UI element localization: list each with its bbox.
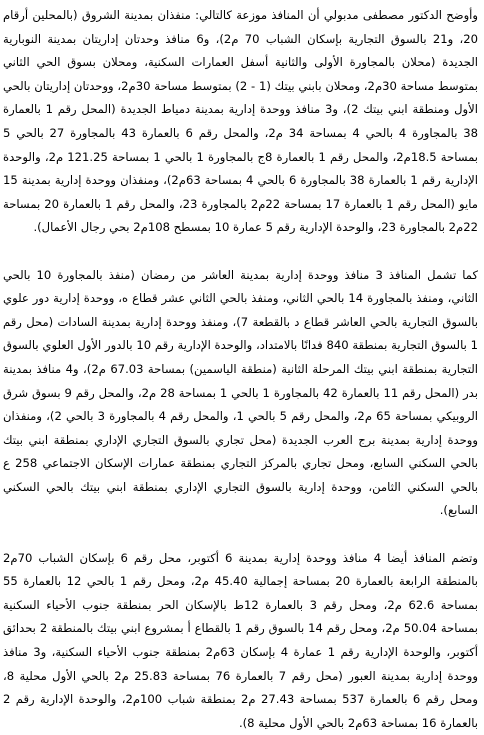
paragraph-gap (3, 240, 478, 264)
paragraph-gap (3, 523, 478, 547)
paragraph-outlets-second: كما تشمل المنافذ 3 منافذ ووحدة إدارية بمدينة العاشر من رمضان (منفذ بالمجاورة 10 بالحي الثاني، ومنفذ بالمجاورة 14 بالحي الثاني، ومنفذ بالحي الثاني عشر قطاع ه، ووحدة إدارية دور علوي بالسوق التجارية بالحي العاشر قطاع د بالقطعة 7)، ومنفذ ووحدة إدارية بمدينة السادات (محل رقم 1 بالسوق التجارية بمنطقة 840 فدانًا بالامتداد، والوحدة الإدارية رقم 10 بالدور الأول العلوي بالسوق التجارية بمنطقة ابني بيتك المرحلة الثانية (منطقة الياسمين) بمساحة 67.03 م2)، و4 منافذ بمدينة بدر (المحل رقم 11 بالعمارة 42 بالمجاورة 1 بالحي 1 بمساحة 28 م2، والمحل رقم 9 بسوق شرق الروبيكي بمساحة 65 م2، والمحل رقم 5 بالحي 1، والمحل رقم 4 بالمجاورة 3 بالحي 2)، ومنفذان ووحدة إدارية بمدينة برج العرب الجديدة (محل تجاري بالسوق التجاري الإداري بمنطقة ابني بيتك بالحي السكني السابع، ومحل تجاري بالمركز التجاري بمنطقة عمارات الإسكان الاجتماعي 258 ع بالحي السكني الثامن، ووحدة إدارية بالسوق التجاري الإداري بمنطقة ابني بيتك بالحي السكني السابع). (3, 267, 479, 518)
paragraph-outlets-first: وأوضح الدكتور مصطفى مدبولي أن المنافذ موزعة كالتالي: منفذان بمدينة الشروق (بالمحلين أرقام 20، و21 بالسوق التجارية بإسكان الشباب 70 م2)، و6 منافذ وحدتان إداريتان بمدينة النوبارية الجديدة (محلان بالمجاورة الأولى والثانية أسفل العمارات السكنية، ومحلان بسوق الحي الثاني بمتوسط مساحة 30م2، ومحلان بابني بيتك (1 - 2) بمتوسط مساحة 30م2، ووحدتان إداريتان بالحي الأول ومنطقة ابني بيتك 2)، و3 منافذ ووحدة إدارية بمدينة دمياط الجديدة (المحل رقم 1 بالعمارة 38 بالمجاورة 4 بالحي 4 بمساحة 34 م2، والمحل رقم 6 بالعمارة 43 بالمجاورة 27 بالحي 5 بمساحة 18.5م2، والمحل رقم 1 بالعمارة 8ج بالمجاورة 1 بالحي 1 بمساحة 121.25 م2، والوحدة الإدارية رقم 1 بالعمارة 38 بالمجاورة 6 بالحي 4 بمساحة 63م2)، ومنفذان ووحدة إدارية بمدينة 15 مايو (المحل رقم 1 بالعمارة 17 بمساحة 22م2 بالمجاورة 23، والمحل رقم 1 بالعمارة 20 بمساحة 22م2 بالمجاورة 23، والوحدة الإدارية رقم 5 عمارة 10 بمسطح 108م2 بحي رجال الأعمال). (3, 8, 479, 235)
paragraph-outlets-third: وتضم المنافذ أيضا 4 منافذ ووحدة إدارية بمدينة 6 أكتوبر، محل رقم 6 بإسكان الشباب 70م2 بالمنطقة الرابعة بالعمارة 20 بمساحة إجمالية 45.40 م2، ومحل رقم 1 بالحي 12 بالعمارة 55 بمساحة 62.6 م2، ومحل رقم 3 بالعمارة 12ط بالإسكان الحر بمنطقة جنوب الأحياء السكنية بمساحة 50.04 م2، ومحل رقم 14 بالسوق رقم 1 بالقطاع أ بمشروع ابني بيتك بالمنطقة 2 بحدائق أكتوبر، والوحدة الإدارية رقم 1 عمارة 4 بإسكان 63م2 بمنطقة جنوب الأحياء السكنية، و3 منافذ ووحدة إدارية بمدينة العبور (محل رقم 7 بالعمارة 76 بمساحة 25.83 م2 بالحي الأول محلية 8، ومحل رقم 6 بالعمارة 537 بمساحة 27.43 م2 بمنطقة شباب 100م2، والوحدة الإدارية رقم 2 بالعمارة 16 بمساحة 63م2 بالحي الأول محلية 8). (3, 550, 479, 730)
article-body (3, 4, 479, 730)
